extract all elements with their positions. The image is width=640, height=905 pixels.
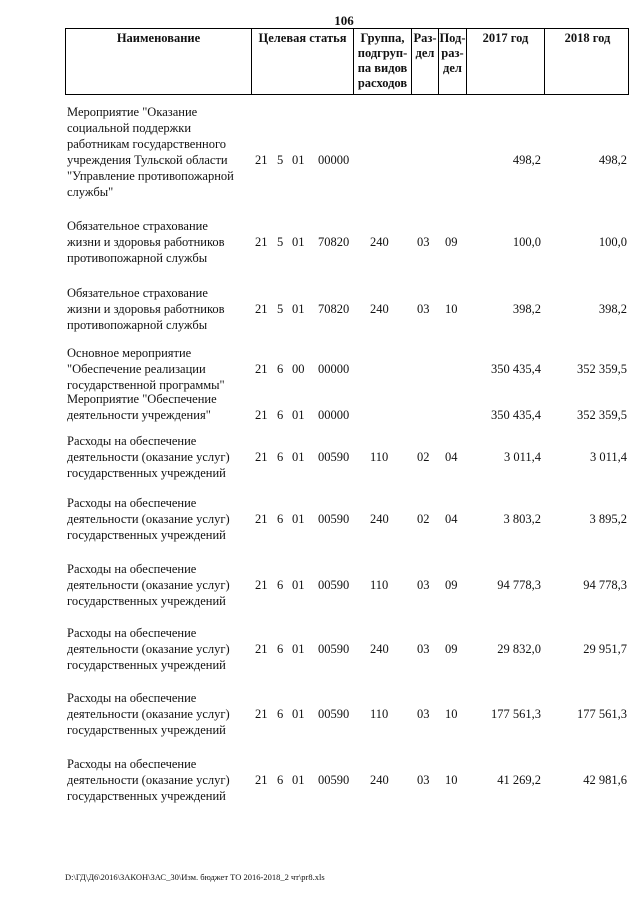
row-name bbox=[67, 104, 252, 200]
expense-group: 240 bbox=[370, 235, 389, 249]
amount-2017: 398,2 bbox=[512, 302, 541, 316]
row-name-line: деятельности (оказание услуг) bbox=[67, 773, 230, 787]
code-program: 21 bbox=[255, 773, 268, 787]
row-name bbox=[67, 285, 252, 333]
row-name-line: Обязательное страхование bbox=[67, 286, 208, 300]
row-name-line: жизни и здоровья работников bbox=[67, 235, 225, 249]
header-group-line: расходов bbox=[357, 76, 408, 90]
header-name: Наименование bbox=[116, 31, 201, 45]
amount-2018: 3 895,2 bbox=[589, 512, 627, 526]
amount-2017: 94 778,3 bbox=[497, 578, 541, 592]
amount-2017: 3 011,4 bbox=[503, 450, 541, 464]
row-name bbox=[67, 218, 252, 266]
section-code: 02 bbox=[417, 512, 430, 526]
code-event: 01 bbox=[292, 153, 305, 167]
row-name-line: "Обеспечение реализации bbox=[67, 362, 206, 376]
row-name-line: Расходы на обеспечение bbox=[67, 626, 197, 640]
subsection-code: 10 bbox=[445, 707, 458, 721]
row-name bbox=[67, 495, 252, 543]
amount-2018: 29 951,7 bbox=[583, 642, 627, 656]
code-subprogram: 6 bbox=[277, 707, 284, 721]
code-direction: 00000 bbox=[318, 408, 350, 422]
code-event: 01 bbox=[292, 408, 305, 422]
row-name-line: государственных учреждений bbox=[67, 789, 226, 803]
section-code: 03 bbox=[417, 642, 430, 656]
row-name-line: деятельности (оказание услуг) bbox=[67, 578, 230, 592]
expense-group: 240 bbox=[370, 773, 389, 787]
page-number: 106 bbox=[334, 13, 354, 28]
row-name-line: учреждения Тульской области bbox=[67, 153, 228, 167]
amount-2018: 398,2 bbox=[598, 302, 627, 316]
code-subprogram: 6 bbox=[277, 642, 284, 656]
expense-group: 110 bbox=[370, 578, 389, 592]
row-name bbox=[67, 625, 252, 673]
code-subprogram: 6 bbox=[277, 408, 284, 422]
code-program: 21 bbox=[255, 362, 268, 376]
code-direction: 00590 bbox=[318, 773, 350, 787]
row-name-line: государственных учреждений bbox=[67, 658, 226, 672]
header-group-line: Группа, bbox=[360, 31, 405, 45]
code-subprogram: 6 bbox=[277, 362, 284, 376]
expense-group: 110 bbox=[370, 707, 389, 721]
table-row bbox=[65, 433, 629, 481]
header-section-line: дел bbox=[415, 46, 435, 60]
code-program: 21 bbox=[255, 153, 268, 167]
expense-group: 240 bbox=[370, 512, 389, 526]
code-direction: 00000 bbox=[318, 362, 350, 376]
code-direction: 00590 bbox=[318, 578, 350, 592]
row-name-line: деятельности (оказание услуг) bbox=[67, 707, 230, 721]
amount-2018: 42 981,6 bbox=[583, 773, 627, 787]
amount-2018: 352 359,5 bbox=[577, 408, 627, 422]
header-group-line: па видов bbox=[357, 61, 408, 75]
code-event: 00 bbox=[292, 362, 305, 376]
row-name-line: Основное мероприятие bbox=[67, 346, 192, 360]
row-name-line: Расходы на обеспечение bbox=[67, 691, 197, 705]
row-name-line: деятельности (оказание услуг) bbox=[67, 512, 230, 526]
table-row bbox=[65, 345, 629, 393]
row-name-line: противопожарной службы bbox=[67, 318, 208, 332]
table-row bbox=[65, 495, 629, 543]
row-name bbox=[67, 345, 252, 393]
code-program: 21 bbox=[255, 235, 268, 249]
section-code: 03 bbox=[417, 235, 430, 249]
subsection-code: 09 bbox=[445, 235, 458, 249]
row-name-line: Мероприятие "Обеспечение bbox=[67, 392, 217, 406]
row-name bbox=[67, 756, 252, 804]
row-name-line: противопожарной службы bbox=[67, 251, 208, 265]
code-subprogram: 5 bbox=[277, 302, 284, 316]
subsection-code: 04 bbox=[445, 512, 458, 526]
code-subprogram: 6 bbox=[277, 578, 284, 592]
row-name-line: государственных учреждений bbox=[67, 528, 226, 542]
row-name-line: службы" bbox=[67, 185, 114, 199]
header-group bbox=[354, 31, 411, 91]
row-name-line: государственной программы" bbox=[67, 378, 225, 392]
subsection-code: 09 bbox=[445, 642, 458, 656]
code-event: 01 bbox=[292, 707, 305, 721]
header-group-line: подгруп- bbox=[357, 46, 408, 60]
row-name-line: жизни и здоровья работников bbox=[67, 302, 225, 316]
row-name-line: Мероприятие "Оказание bbox=[67, 105, 198, 119]
code-direction: 00590 bbox=[318, 512, 350, 526]
amount-2017: 29 832,0 bbox=[497, 642, 541, 656]
section-code: 03 bbox=[417, 707, 430, 721]
row-name-line: деятельности (оказание услуг) bbox=[67, 450, 230, 464]
subsection-code: 10 bbox=[445, 302, 458, 316]
code-program: 21 bbox=[255, 302, 268, 316]
row-name-line: деятельности (оказание услуг) bbox=[67, 642, 230, 656]
code-event: 01 bbox=[292, 235, 305, 249]
row-name bbox=[67, 561, 252, 609]
subsection-code: 10 bbox=[445, 773, 458, 787]
header-target-article: Целевая статья bbox=[258, 31, 347, 45]
code-direction: 00590 bbox=[318, 642, 350, 656]
code-subprogram: 6 bbox=[277, 450, 284, 464]
table-row bbox=[65, 104, 629, 200]
amount-2017: 498,2 bbox=[512, 153, 541, 167]
code-event: 01 bbox=[292, 512, 305, 526]
row-name-line: государственных учреждений bbox=[67, 466, 226, 480]
amount-2017: 177 561,3 bbox=[491, 707, 541, 721]
amount-2017: 100,0 bbox=[512, 235, 541, 249]
header-subsection-line: Под- bbox=[439, 31, 466, 45]
code-direction: 00000 bbox=[318, 153, 350, 167]
code-subprogram: 6 bbox=[277, 773, 284, 787]
row-name-line: деятельности учреждения" bbox=[67, 408, 211, 422]
header-year-2017: 2017 год bbox=[482, 31, 529, 45]
header-year-2018: 2018 год bbox=[564, 31, 611, 45]
section-code: 02 bbox=[417, 450, 430, 464]
amount-2017: 350 435,4 bbox=[491, 362, 541, 376]
table-row bbox=[65, 625, 629, 673]
table-header bbox=[65, 28, 629, 95]
code-program: 21 bbox=[255, 642, 268, 656]
table-row bbox=[65, 561, 629, 609]
table-row bbox=[65, 690, 629, 738]
row-name-line: работникам государственного bbox=[67, 137, 227, 151]
header-subsection-line: дел bbox=[443, 61, 462, 75]
subsection-code: 04 bbox=[445, 450, 458, 464]
row-name-line: Расходы на обеспечение bbox=[67, 757, 197, 771]
expense-group: 110 bbox=[370, 450, 389, 464]
amount-2018: 177 561,3 bbox=[577, 707, 627, 721]
header-subsection-line: раз- bbox=[441, 46, 464, 60]
header-subsection bbox=[439, 31, 466, 76]
row-name-line: государственных учреждений bbox=[67, 594, 226, 608]
code-event: 01 bbox=[292, 773, 305, 787]
row-name-line: Расходы на обеспечение bbox=[67, 434, 197, 448]
row-name bbox=[67, 433, 252, 481]
code-subprogram: 5 bbox=[277, 153, 284, 167]
row-name bbox=[67, 690, 252, 738]
code-program: 21 bbox=[255, 408, 268, 422]
code-direction: 00590 bbox=[318, 707, 350, 721]
row-name-line: "Управление противопожарной bbox=[67, 169, 234, 183]
code-program: 21 bbox=[255, 512, 268, 526]
amount-2017: 3 803,2 bbox=[503, 512, 541, 526]
amount-2018: 352 359,5 bbox=[577, 362, 627, 376]
code-subprogram: 6 bbox=[277, 512, 284, 526]
amount-2017: 350 435,4 bbox=[491, 408, 541, 422]
row-name-line: Обязательное страхование bbox=[67, 219, 208, 233]
code-subprogram: 5 bbox=[277, 235, 284, 249]
code-program: 21 bbox=[255, 707, 268, 721]
code-event: 01 bbox=[292, 450, 305, 464]
code-event: 01 bbox=[292, 578, 305, 592]
amount-2018: 3 011,4 bbox=[589, 450, 627, 464]
row-name-line: социальной поддержки bbox=[67, 121, 192, 135]
code-direction: 00590 bbox=[318, 450, 350, 464]
section-code: 03 bbox=[417, 773, 430, 787]
expense-group: 240 bbox=[370, 302, 389, 316]
code-program: 21 bbox=[255, 578, 268, 592]
code-direction: 70820 bbox=[318, 302, 350, 316]
amount-2018: 94 778,3 bbox=[583, 578, 627, 592]
amount-2018: 100,0 bbox=[598, 235, 627, 249]
expense-group: 240 bbox=[370, 642, 389, 656]
amount-2018: 498,2 bbox=[598, 153, 627, 167]
section-code: 03 bbox=[417, 578, 430, 592]
row-name bbox=[67, 391, 252, 423]
row-name-line: государственных учреждений bbox=[67, 723, 226, 737]
subsection-code: 09 bbox=[445, 578, 458, 592]
section-code: 03 bbox=[417, 302, 430, 316]
header-section bbox=[412, 31, 438, 61]
table-row bbox=[65, 391, 629, 423]
code-program: 21 bbox=[255, 450, 268, 464]
code-event: 01 bbox=[292, 302, 305, 316]
row-name-line: Расходы на обеспечение bbox=[67, 496, 197, 510]
table-row bbox=[65, 756, 629, 804]
table-row bbox=[65, 218, 629, 266]
code-direction: 70820 bbox=[318, 235, 350, 249]
row-name-line: Расходы на обеспечение bbox=[67, 562, 197, 576]
file-path-footer: D:\ГД\Д6\2016\ЗАКОН\ЗАС_30\Изм. бюджет ТО 2016-2018_2 чт\pr8.xls bbox=[65, 872, 325, 882]
table-row bbox=[65, 285, 629, 333]
code-event: 01 bbox=[292, 642, 305, 656]
header-section-line: Раз- bbox=[413, 31, 437, 45]
amount-2017: 41 269,2 bbox=[497, 773, 541, 787]
